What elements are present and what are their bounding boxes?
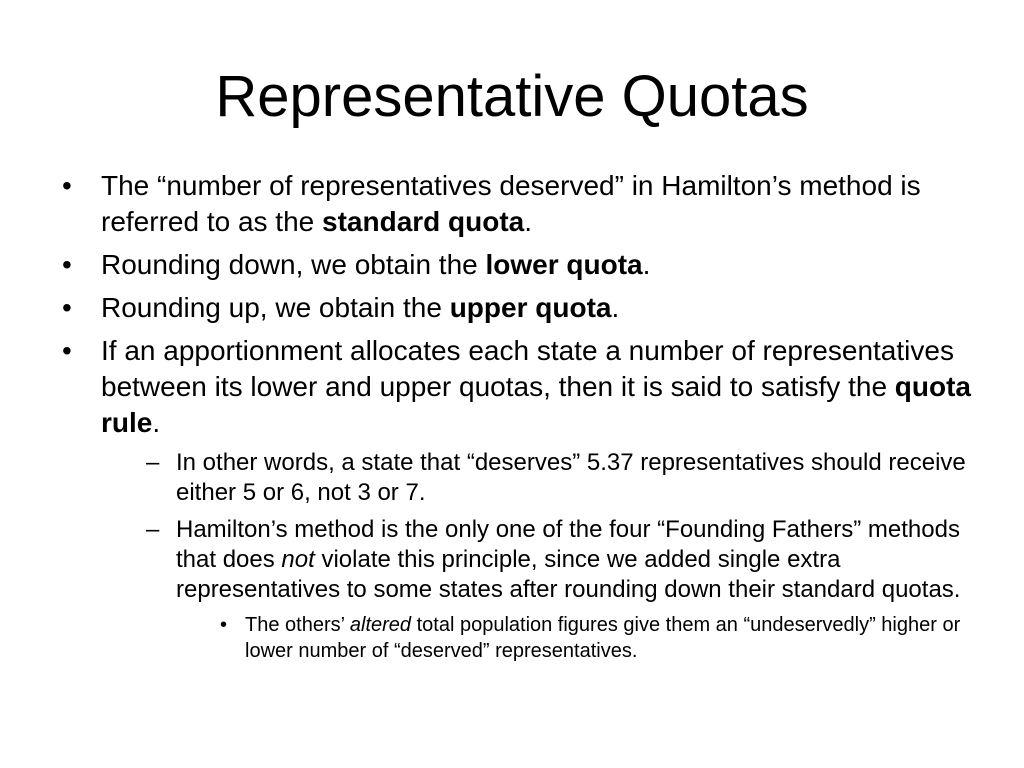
bullet-end: . — [152, 407, 161, 438]
sub-bullet-item — [146, 515, 996, 605]
bullet-bold-term: quota rule — [101, 371, 972, 438]
bullet-text: The “number of representatives deserved” in Hamilton’s method is referred to as the — [101, 170, 921, 237]
bullet-item — [56, 168, 976, 240]
bullet-item — [56, 290, 976, 326]
sub-bullet-text: Hamilton’s method is the only one of the four “Founding Fathers” methods that does — [176, 516, 960, 573]
sub-sub-bullet-item — [220, 612, 990, 664]
bullet-text: Rounding down, we obtain the — [101, 249, 486, 280]
sub-sub-bullet-italic: altered — [349, 614, 412, 636]
bullet-marker: • — [62, 249, 72, 280]
bullet-bold-term: upper quota — [449, 292, 612, 323]
bullet-marker: • — [62, 335, 72, 366]
bullet-marker: • — [62, 170, 72, 201]
slide-title: Representative Quotas — [215, 64, 809, 129]
bullet-item — [56, 247, 976, 283]
sub-sub-bullet-text-cont: total population figures give them an “undeservedly” higher or lower number of “deserved” representatives. — [245, 614, 961, 662]
sub-bullet-item — [146, 448, 996, 508]
bullet-bold-term: standard quota — [322, 206, 525, 237]
bullet-text: Rounding up, we obtain the — [101, 292, 450, 323]
bullet-end: . — [611, 292, 620, 323]
sub-bullet-text-cont: violate this principle, since we added single extra representatives to some states after rounding down their standard quotas. — [176, 546, 961, 603]
bullet-marker: • — [62, 292, 72, 323]
bullet-marker: • — [220, 614, 228, 636]
sub-bullet-text: In other words, a state that “deserves” 5.37 representatives should receive either 5 or 6, not 3 or 7. — [176, 449, 966, 506]
sub-bullet-italic: not — [281, 546, 315, 573]
bullet-item — [56, 333, 976, 441]
dash-marker: – — [146, 449, 160, 476]
bullet-end: . — [642, 249, 651, 280]
bullet-bold-term: lower quota — [485, 249, 643, 280]
sub-sub-bullet-text: The others’ — [245, 614, 350, 636]
dash-marker: – — [146, 516, 160, 543]
slide-body — [56, 168, 976, 664]
bullet-end: . — [524, 206, 533, 237]
bullet-text: If an apportionment allocates each state a number of representatives between its lower and upper quotas, then it is said to satisfy the — [101, 335, 954, 402]
